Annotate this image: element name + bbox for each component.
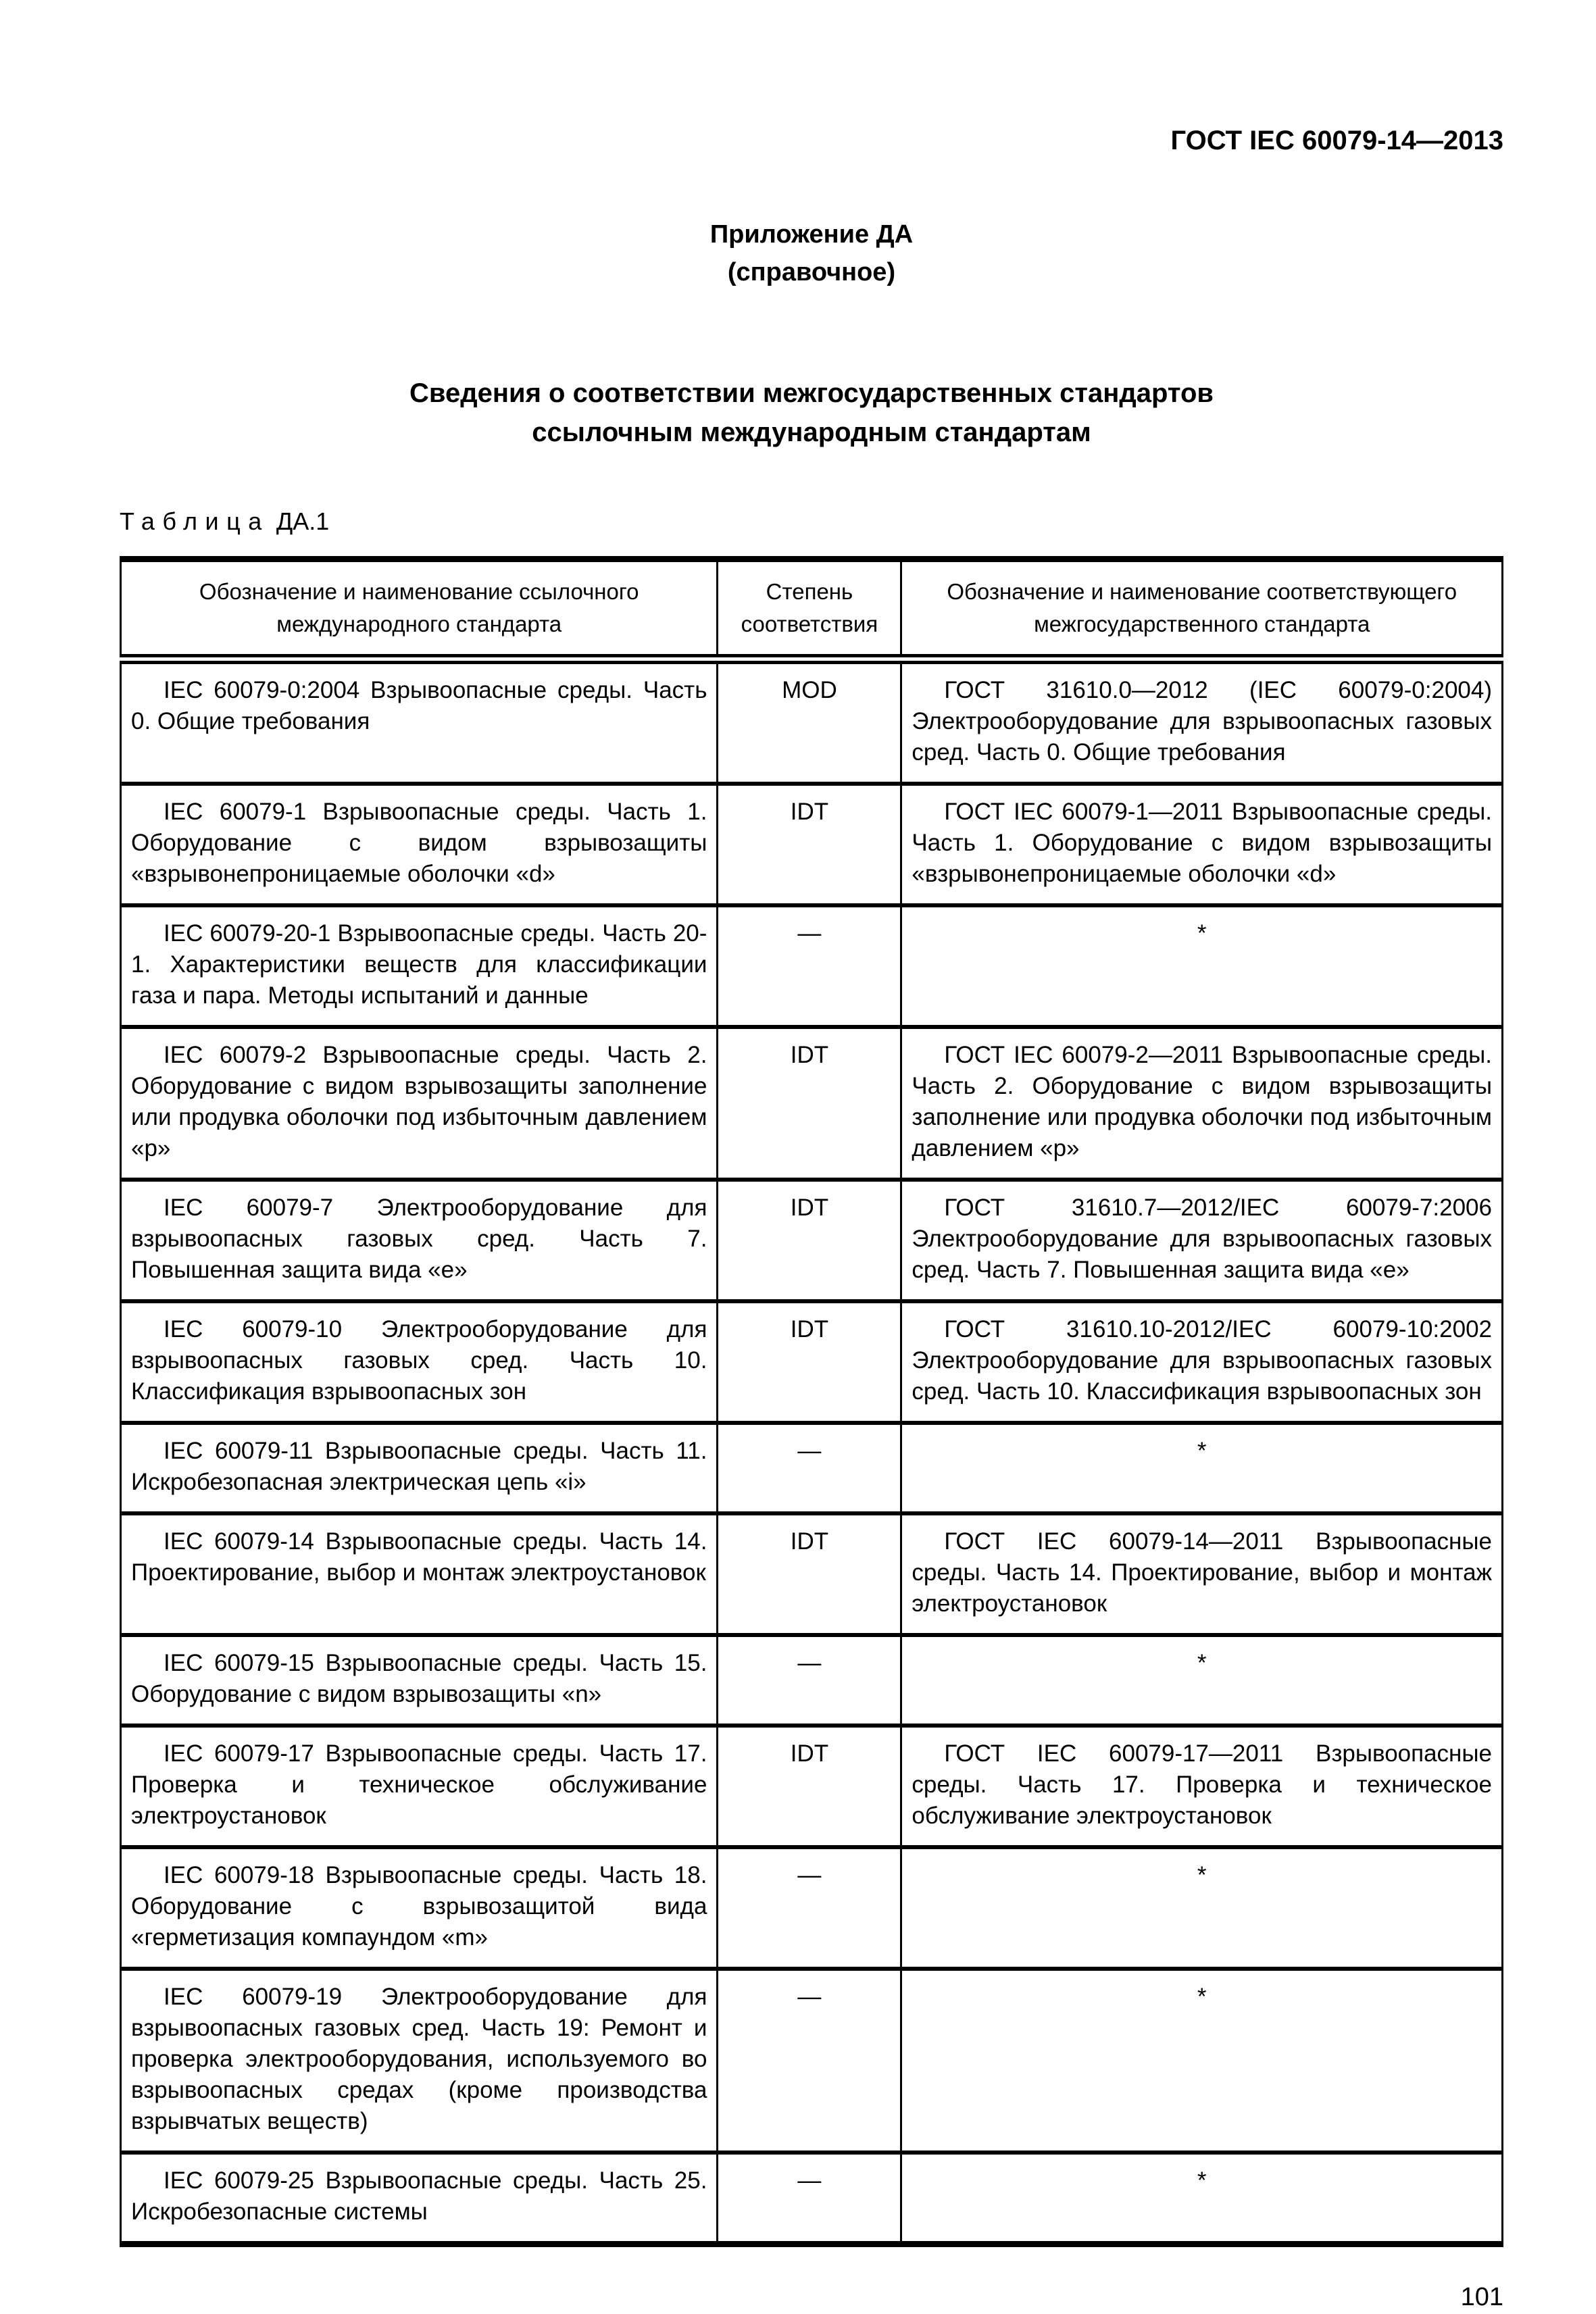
table-caption-label: Таблица <box>120 507 270 535</box>
annex-title: Приложение ДА <box>709 220 914 249</box>
table-row <box>121 1513 1503 1635</box>
degree-cell: IDT <box>718 1027 901 1180</box>
table-row <box>121 1301 1503 1423</box>
section-title-line1: Сведения о соответствии межгосударственных стандартов <box>409 378 1214 408</box>
reference-standard-cell: IEC 60079-7 Электрооборудование для взрывоопасных газовых сред. Часть 7. Повышенная защита вида «e» <box>121 1180 718 1301</box>
section-title-line2: ссылочным международным стандартам <box>532 418 1091 447</box>
table-row <box>121 905 1503 1027</box>
degree-cell: — <box>718 2153 901 2244</box>
reference-standard-cell: IEC 60079-14 Взрывоопасные среды. Часть 14. Проектирование, выбор и монтаж электроустановок <box>121 1513 718 1635</box>
table-row <box>121 1969 1503 2153</box>
interstate-standard-cell: * <box>901 1847 1503 1969</box>
reference-standard-cell: IEC 60079-10 Электрооборудование для взрывоопасных газовых сред. Часть 10. Классификация взрывоопасных зон <box>121 1301 718 1423</box>
degree-cell: IDT <box>718 1301 901 1423</box>
table-row <box>121 1635 1503 1726</box>
reference-standard-cell: IEC 60079-17 Взрывоопасные среды. Часть 17. Проверка и техническое обслуживание электроустановок <box>121 1726 718 1847</box>
degree-cell: — <box>718 1423 901 1513</box>
degree-cell: IDT <box>718 1726 901 1847</box>
degree-cell: MOD <box>718 659 901 784</box>
degree-cell: — <box>718 905 901 1027</box>
interstate-standard-cell: * <box>901 1423 1503 1513</box>
degree-cell: IDT <box>718 784 901 905</box>
interstate-standard-cell: * <box>901 905 1503 1027</box>
table-row <box>121 659 1503 784</box>
degree-cell: — <box>718 1847 901 1969</box>
interstate-standard-cell: ГОСТ 31610.10-2012/IEC 60079-10:2002 Электрооборудование для взрывоопасных газовых сред. Часть 10. Классификация взрывоопасных зон <box>901 1301 1503 1423</box>
header-reference-standard: Обозначение и наименование ссылочного международного стандарта <box>121 559 718 659</box>
header-correspondence-degree: Степень соответствия <box>718 559 901 659</box>
table-row <box>121 1847 1503 1969</box>
table-header-row <box>121 559 1503 659</box>
interstate-standard-cell: ГОСТ IEC 60079-14—2011 Взрывоопасные среды. Часть 14. Проектирование, выбор и монтаж электроустановок <box>901 1513 1503 1635</box>
degree-cell: — <box>718 1969 901 2153</box>
reference-standard-cell: IEC 60079-20-1 Взрывоопасные среды. Часть 20-1. Характеристики веществ для классификации газа и пара. Методы испытаний и данные <box>121 905 718 1027</box>
interstate-standard-cell: ГОСТ IEC 60079-17—2011 Взрывоопасные среды. Часть 17. Проверка и техническое обслуживание электроустановок <box>901 1726 1503 1847</box>
table-row <box>121 1726 1503 1847</box>
section-title <box>120 374 1503 452</box>
reference-standard-cell: IEC 60079-11 Взрывоопасные среды. Часть 11. Искробезопасная электрическая цепь «i» <box>121 1423 718 1513</box>
degree-cell: IDT <box>718 1513 901 1635</box>
degree-cell: — <box>718 1635 901 1726</box>
document-code-header: ГОСТ IEC 60079-14—2013 <box>1170 126 1503 155</box>
reference-standard-cell: IEC 60079-15 Взрывоопасные среды. Часть 15. Оборудование с видом взрывозащиты «n» <box>121 1635 718 1726</box>
correspondence-table <box>120 556 1503 2247</box>
interstate-standard-cell: * <box>901 1969 1503 2153</box>
table-row <box>121 1180 1503 1301</box>
table-caption <box>120 507 1503 536</box>
interstate-standard-cell: ГОСТ 31610.0—2012 (IEC 60079-0:2004) Электрооборудование для взрывоопасных газовых сред. Часть 0. Общие требования <box>901 659 1503 784</box>
degree-cell: IDT <box>718 1180 901 1301</box>
reference-standard-cell: IEC 60079-19 Электрооборудование для взрывоопасных газовых сред. Часть 19: Ремонт и проверка электрооборудования, используемого во взрывоопасных средах (кроме производства взрывчатых веществ) <box>121 1969 718 2153</box>
interstate-standard-cell: ГОСТ 31610.7—2012/IEC 60079-7:2006 Электрооборудование для взрывоопасных газовых сред. Часть 7. Повышенная защита вида «e» <box>901 1180 1503 1301</box>
table-caption-number: ДА.1 <box>276 507 330 535</box>
annex-subtitle: (справочное) <box>727 258 896 286</box>
reference-standard-cell: IEC 60079-2 Взрывоопасные среды. Часть 2. Оборудование с видом взрывозащиты заполнение или продувка оболочки под избыточным давлением «p» <box>121 1027 718 1180</box>
reference-standard-cell: IEC 60079-25 Взрывоопасные среды. Часть 25. Искробезопасные системы <box>121 2153 718 2244</box>
table-row <box>121 1423 1503 1513</box>
reference-standard-cell: IEC 60079-0:2004 Взрывоопасные среды. Часть 0. Общие требования <box>121 659 718 784</box>
reference-standard-cell: IEC 60079-1 Взрывоопасные среды. Часть 1. Оборудование с видом взрывозащиты «взрывонепроницаемые оболочки «d» <box>121 784 718 905</box>
interstate-standard-cell: * <box>901 1635 1503 1726</box>
table-row <box>121 1027 1503 1180</box>
interstate-standard-cell: * <box>901 2153 1503 2244</box>
interstate-standard-cell: ГОСТ IEC 60079-2—2011 Взрывоопасные среды. Часть 2. Оборудование с видом взрывозащиты заполнение или продувка оболочки под избыточным давлением «p» <box>901 1027 1503 1180</box>
reference-standard-cell: IEC 60079-18 Взрывоопасные среды. Часть 18. Оборудование с взрывозащитой вида «герметизация компаундом «m» <box>121 1847 718 1969</box>
header-interstate-standard: Обозначение и наименование соответствующего межгосударственного стандарта <box>901 559 1503 659</box>
table-row <box>121 784 1503 905</box>
annex-heading <box>120 216 1503 291</box>
page-number: 101 <box>1460 2283 1503 2311</box>
table-row <box>121 2153 1503 2244</box>
interstate-standard-cell: ГОСТ IEC 60079-1—2011 Взрывоопасные среды. Часть 1. Оборудование с видом взрывозащиты «взрывонепроницаемые оболочки «d» <box>901 784 1503 905</box>
